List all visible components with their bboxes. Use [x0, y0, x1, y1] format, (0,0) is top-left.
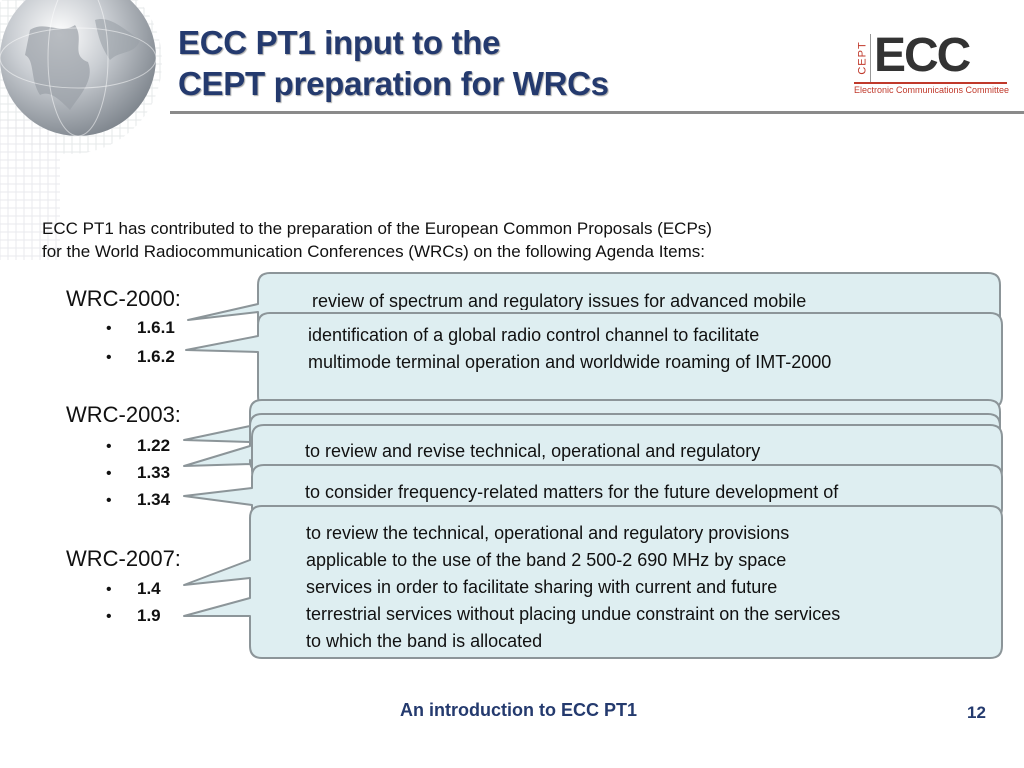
agenda-item-1-9: 1.9 — [137, 606, 161, 625]
bullet-dot: • — [106, 320, 112, 337]
callout-text-1-6-2 — [308, 322, 831, 376]
bullet-dot: • — [106, 608, 112, 625]
callout-text-1-34: to consider frequency-related matters for the future development of — [305, 482, 839, 502]
callout-wrc2007-line-1: to review the technical, operational and regulatory provisions — [306, 523, 790, 543]
bullet-dot: • — [106, 465, 112, 482]
callout-text-wrc2007 — [306, 520, 840, 655]
wrc-2007-heading: WRC-2007: — [66, 546, 181, 571]
title-line-2: CEPT preparation for WRCs — [178, 65, 609, 102]
callout-wrc2007-line-2: applicable to the use of the band 2 500-2 690 MHz by space — [306, 550, 787, 570]
callout-1-6-2-line-1: identification of a global radio control channel to facilitate — [308, 325, 760, 345]
bullet-dot: • — [106, 492, 112, 509]
callout-wrc2007-line-5: to which the band is allocated — [306, 631, 543, 651]
callout-1-6-2-line-2: multimode terminal operation and worldwide roaming of IMT-2000 — [308, 352, 832, 372]
title-line-1: ECC PT1 input to the — [178, 24, 501, 61]
agenda-item-1-33: 1.33 — [137, 463, 171, 482]
intro-line-2: for the World Radiocommunication Conferences (WRCs) on the following Agenda Items: — [42, 242, 705, 261]
logo-brand: ECC — [874, 29, 970, 82]
agenda-item-1-6-1: 1.6.1 — [137, 318, 175, 337]
callout-text-1-33: to review and revise technical, operational and regulatory — [305, 441, 761, 461]
logo-cept-vertical: CEPT — [856, 41, 869, 75]
wrc-2003-heading: WRC-2003: — [66, 402, 181, 427]
agenda-item-1-22: 1.22 — [137, 436, 171, 455]
callout-wrc2007-line-3: services in order to facilitate sharing with current and future — [306, 577, 778, 597]
callout-text-1-6-1: review of spectrum and regulatory issues for advanced mobile — [312, 291, 807, 310]
callout-wrc2007-line-4: terrestrial services without placing undue constraint on the services — [306, 604, 841, 624]
agenda-item-1-4: 1.4 — [137, 579, 161, 598]
agenda-item-1-34: 1.34 — [137, 490, 171, 509]
agenda-item-1-6-2: 1.6.2 — [137, 347, 175, 366]
wrc-2000-heading: WRC-2000: — [66, 286, 181, 311]
logo-subtitle: Electronic Communications Committee — [854, 85, 1010, 95]
page-number: 12 — [967, 703, 986, 722]
footer-text: An introduction to ECC PT1 — [400, 700, 637, 720]
intro-line-1: ECC PT1 has contributed to the preparation of the European Common Proposals (ECPs) — [42, 219, 712, 238]
bullet-dot: • — [106, 581, 112, 598]
bullet-dot: • — [106, 438, 112, 455]
bullet-dot: • — [106, 349, 112, 366]
